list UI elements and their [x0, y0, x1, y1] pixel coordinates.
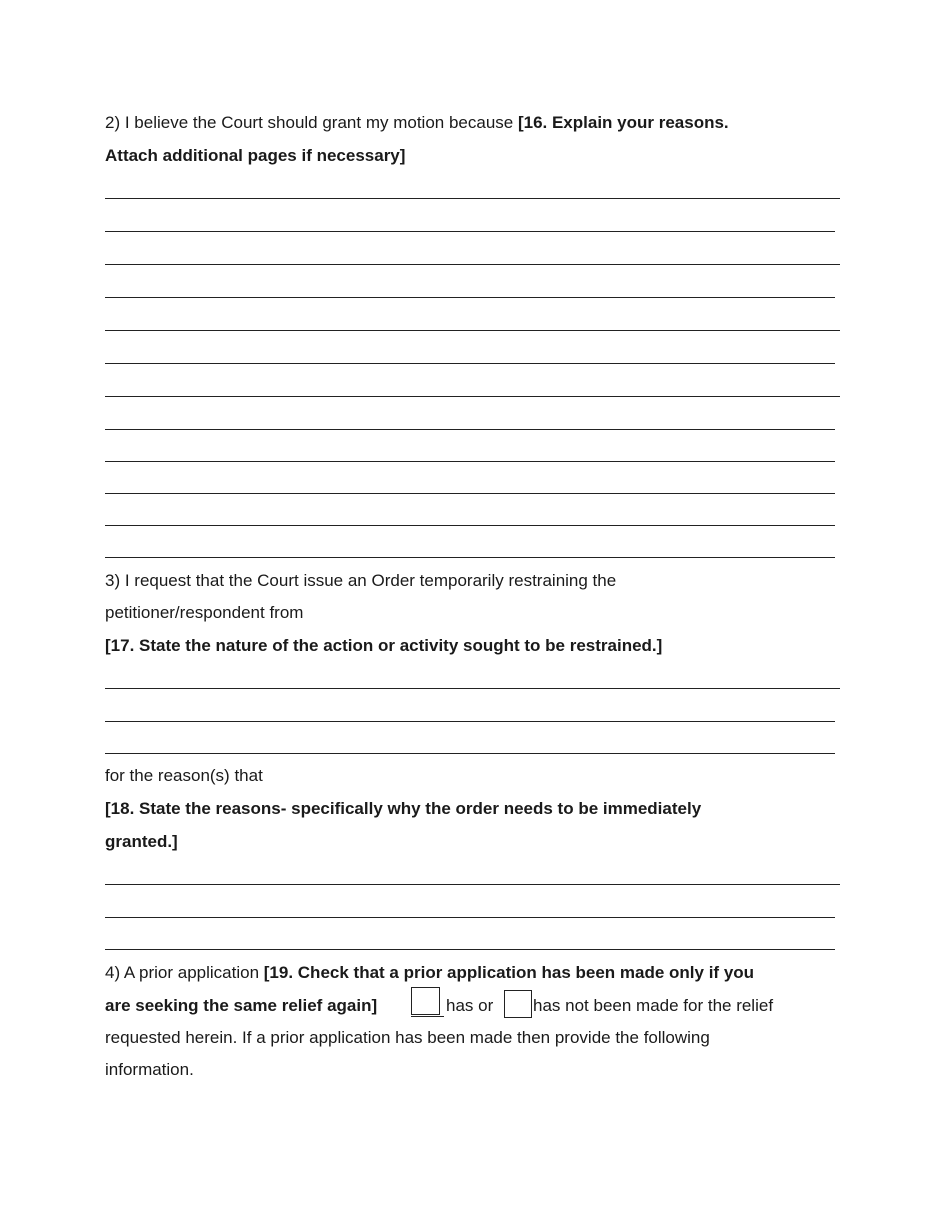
restraint-answer-line[interactable] — [105, 688, 840, 689]
section-4-line-2 — [105, 996, 377, 1016]
section-4-line-4: information. — [105, 1060, 194, 1079]
section-3-line-1: 3) I request that the Court issue an Order temporarily restraining the — [105, 571, 617, 590]
has-been-made-checkbox[interactable] — [411, 987, 440, 1015]
reasons-answer-line[interactable] — [105, 429, 835, 430]
reasons-answer-line[interactable] — [105, 525, 835, 526]
section-4-instruction: [19. Check that a prior application has been made only if you — [263, 963, 755, 982]
has-or-label: has or — [446, 996, 494, 1015]
reasons-answer-line[interactable] — [105, 363, 835, 364]
section-2-line-1 — [105, 113, 729, 133]
section-4-line-3: requested herein. If a prior application has been made then provide the following — [105, 1028, 710, 1047]
reasons-answer-line[interactable] — [105, 264, 840, 265]
restraint-answer-line[interactable] — [105, 753, 835, 754]
reason-answer-line[interactable] — [105, 884, 840, 885]
section-2-intro: 2) I believe the Court should grant my motion because — [105, 113, 518, 132]
reason-instruction: [18. State the reasons- specifically why the order needs to be immediately — [105, 799, 702, 818]
reasons-answer-line[interactable] — [105, 557, 835, 558]
reasons-answer-line[interactable] — [105, 330, 840, 331]
reasons-answer-line[interactable] — [105, 396, 840, 397]
reason-answer-line[interactable] — [105, 917, 835, 918]
reasons-answer-line[interactable] — [105, 493, 835, 494]
section-2-instruction-cont: Attach additional pages if necessary] — [105, 146, 406, 165]
reason-instruction-cont: granted.] — [105, 832, 178, 851]
checkbox-underline — [411, 1016, 444, 1017]
section-4-line-1 — [105, 963, 754, 983]
has-not-been-made-checkbox[interactable] — [504, 990, 532, 1018]
section-3-line-2: petitioner/respondent from — [105, 603, 304, 622]
section-4-instruction-cont: are seeking the same relief again] — [105, 996, 378, 1015]
has-not-label: has not been made for the relief — [533, 996, 774, 1015]
reason-intro: for the reason(s) that — [105, 766, 263, 785]
reasons-answer-line[interactable] — [105, 198, 840, 199]
restraint-answer-line[interactable] — [105, 721, 835, 722]
section-2-instruction: [16. Explain your reasons. — [517, 113, 729, 132]
reasons-answer-line[interactable] — [105, 231, 835, 232]
reasons-answer-line[interactable] — [105, 297, 835, 298]
section-3-instruction: [17. State the nature of the action or activity sought to be restrained.] — [105, 636, 663, 655]
reasons-answer-line[interactable] — [105, 461, 835, 462]
section-4-intro: 4) A prior application — [105, 963, 264, 982]
reason-answer-line[interactable] — [105, 949, 835, 950]
